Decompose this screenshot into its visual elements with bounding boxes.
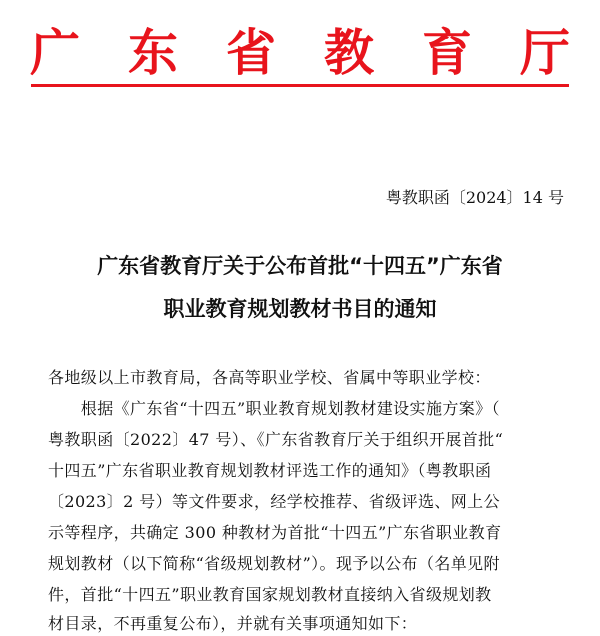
- document-number: 粤教职函〔2024〕14 号: [385, 188, 564, 207]
- body-line: 件，首批“十四五”职业教育国家规划教材直接纳入省级规划教: [48, 585, 492, 604]
- letterhead-divider: [31, 84, 569, 87]
- body-line: 〔2023〕2 号）等文件要求，经学校推荐、省级评选、网上公: [48, 492, 500, 511]
- letterhead-char: 省: [226, 23, 276, 82]
- letterhead-char: 东: [128, 23, 178, 82]
- body-line: 根据《广东省“十四五”职业教育规划教材建设实施方案》（: [48, 399, 500, 418]
- document-title-line-2: 职业教育规划教材书目的通知: [163, 297, 437, 321]
- body-line: 粤教职函〔2022〕47 号）、《广东省教育厅关于组织开展首批“: [48, 430, 504, 449]
- letterhead: [30, 22, 570, 84]
- body-line: 规划教材（以下简称“省级规划教材”）。现予以公布（名单见附: [48, 554, 500, 573]
- letterhead-char: 育: [422, 23, 472, 82]
- body-line: 十四五”广东省职业教育规划教材评选工作的通知》（粤教职函: [48, 461, 492, 480]
- body-line: 示等程序，共确定 300 种教材为首批“十四五”广东省职业教育: [48, 523, 502, 542]
- document-title-line-1: 广东省教育厅关于公布首批“十四五”广东省: [97, 254, 503, 278]
- letterhead-char: 厅: [520, 23, 570, 82]
- letterhead-char: 广: [30, 23, 80, 82]
- body-line-addressee: 各地级以上市教育局，各高等职业学校、省属中等职业学校：: [48, 368, 491, 387]
- letterhead-char: 教: [324, 23, 374, 82]
- body-line: 材目录，不再重复公布），并就有关事项通知如下：: [48, 614, 418, 633]
